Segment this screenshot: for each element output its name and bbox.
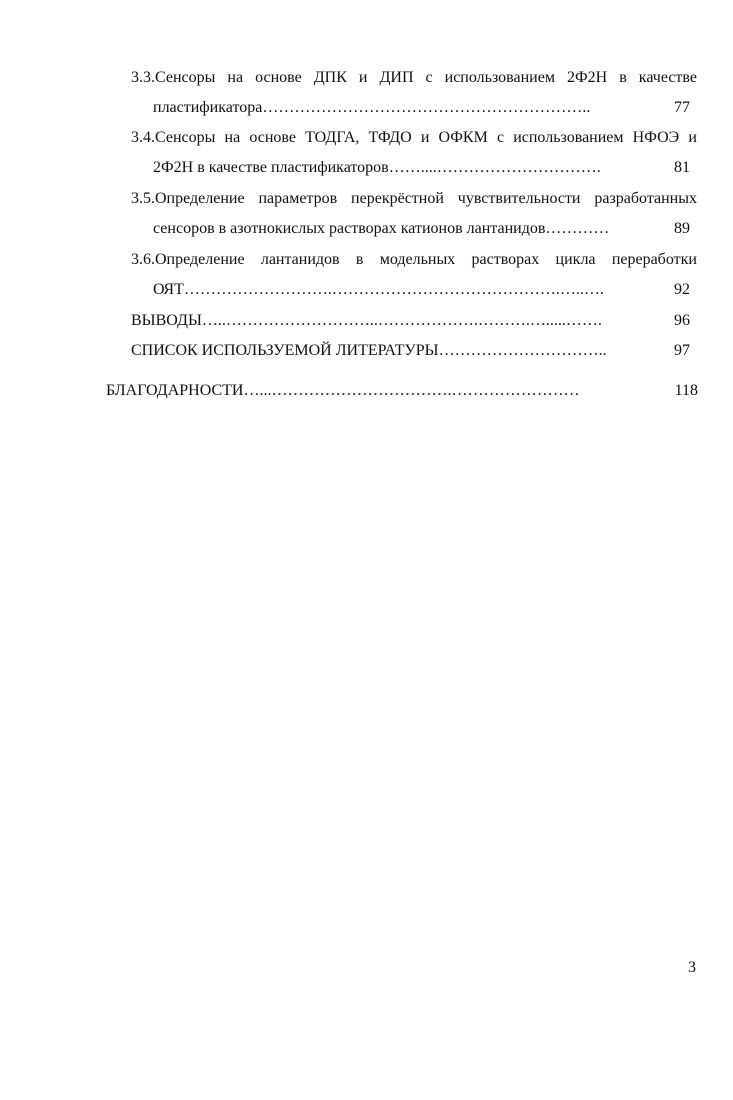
toc-word: на [224,129,241,146]
toc-entry-acknowledgements-page: 118 [674,382,698,399]
toc-entry-3-6-line2: ОЯТ……………………….…………………………………….…..…. [153,281,604,298]
toc-word: в [355,251,364,268]
toc-word: 3.5.Определение [131,190,245,207]
toc-word: с [425,69,433,86]
toc-entry-3-6-page: 92 [674,281,690,298]
toc-entry-3-3-line2: пластификатора…………………………………………………….. [153,99,591,116]
toc-word: с [496,129,505,146]
toc-entry-references: СПИСОК ИСПОЛЬЗУЕМОЙ ЛИТЕРАТУРЫ………………………….. [131,342,607,359]
toc-entry-3-3-page: 77 [674,99,690,116]
toc-entry-3-5-line1 [131,189,697,209]
toc-entry-3-4-line1 [131,128,697,148]
toc-word: перекрёстной [351,190,444,207]
toc-word: 2Ф2Н [566,69,608,86]
toc-word: НФОЭ [632,129,680,146]
toc-word: ТФДО [368,129,412,146]
toc-entry-acknowledgements: БЛАГОДАРНОСТИ…...…………………………….…………………… [106,382,580,399]
toc-word: параметров [258,190,338,207]
toc-entry-3-6-line1 [131,250,697,270]
toc-word: основе [249,129,296,146]
toc-entry-3-5-line2: сенсоров в азотнокислых растворах катионов лантанидов………… [153,220,610,237]
toc-word: основе [255,69,302,86]
page-number: 3 [688,959,696,976]
toc-word: цикла [555,251,596,268]
toc-word: качестве [638,69,697,86]
toc-word: использованием [444,69,555,86]
toc-entry-conclusions-page: 96 [674,312,690,329]
toc-entry-conclusions: ВЫВОДЫ…..………………………..……………….……….….....……. [131,312,602,329]
toc-word: ДИП [379,69,414,86]
toc-entry-3-4-line2: 2Ф2Н в качестве пластификаторов……....…………………………. [153,159,601,176]
toc-word: использованием [513,129,624,146]
toc-word: и [688,129,697,146]
toc-entry-3-4-page: 81 [674,159,690,176]
toc-word: в [619,69,627,86]
toc-word: растворах [471,251,540,268]
toc-entry-3-5-page: 89 [674,220,690,237]
toc-entry-3-3-line1 [131,68,697,88]
toc-word: 3.4.Сенсоры [131,129,216,146]
toc-word: ОФКМ [438,129,488,146]
toc-word: ТОДГА, [305,129,360,146]
toc-word: на [227,69,244,86]
toc-word: и [358,69,368,86]
toc-word: ДПК [313,69,347,86]
toc-word: 3.3.Сенсоры [131,69,216,86]
toc-word: лантанидов [260,251,340,268]
toc-word: переработки [611,251,697,268]
toc-word: разработанных [594,190,697,207]
toc-word: модельных [379,251,456,268]
toc-word: и [420,129,430,146]
toc-word: 3.6.Определение [131,251,245,268]
toc-word: чувствительности [457,190,581,207]
toc-entry-references-page: 97 [674,342,690,359]
